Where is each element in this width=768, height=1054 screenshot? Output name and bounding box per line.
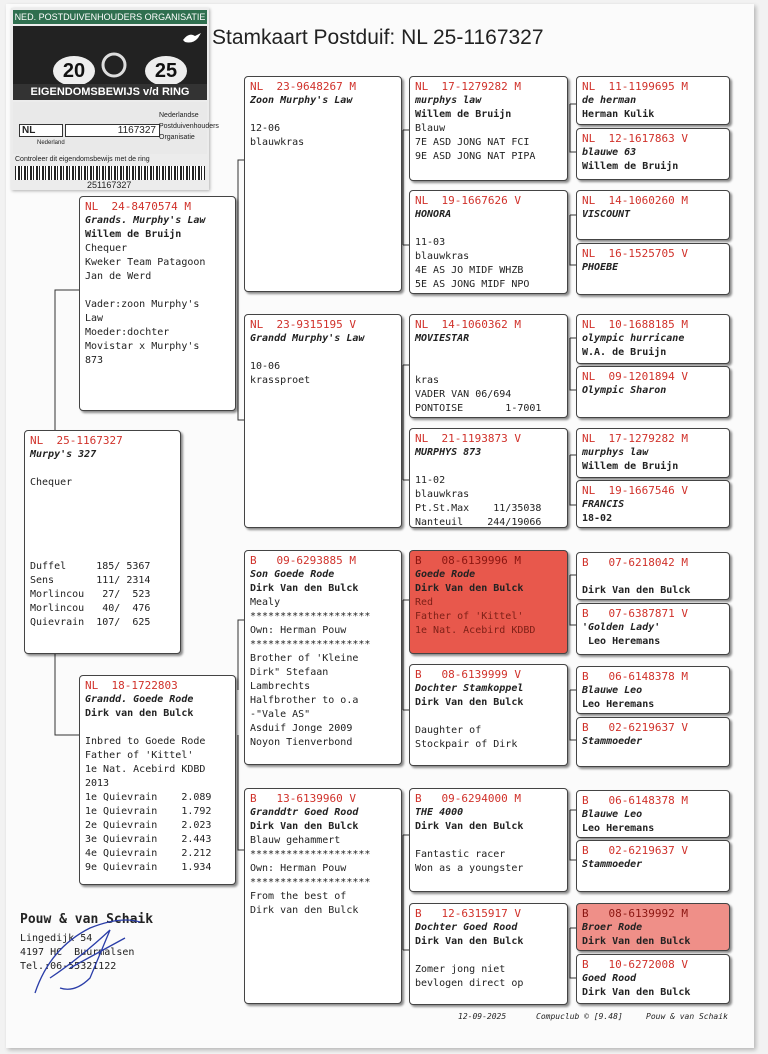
detail-line: Law — [85, 313, 104, 324]
pigeon-owner — [582, 872, 725, 886]
owner-name: Pouw & van Schaik — [20, 912, 154, 927]
detail-line: PONTOISE 1-7001 — [415, 403, 542, 414]
pedigree-ancestor — [576, 366, 730, 418]
ring-number: NL 25-1167327 — [30, 434, 123, 447]
detail-line: 1e Nat. Acebird KDBD — [85, 764, 206, 775]
detail-line: Daughter of — [415, 725, 482, 736]
pigeon-name: HONORA — [415, 209, 452, 220]
pigeon-name: Stammoeder — [582, 859, 643, 870]
detail-line: 873 — [85, 355, 104, 366]
sticker-organisation: NED. POSTDUIVENHOUDERS ORGANISATIE — [14, 12, 206, 22]
detail-line: Blauw — [415, 123, 446, 134]
pigeon-name: murphys law — [582, 447, 649, 458]
ring-number: NL 23-9648267 M — [250, 80, 356, 93]
footer-owner: Pouw & van Schaik — [646, 1012, 728, 1021]
detail-line: Blauw gehammert — [250, 835, 341, 846]
pigeon-owner — [415, 460, 563, 474]
pedigree-mother — [79, 675, 236, 885]
pedigree-ancestor — [576, 76, 730, 125]
pigeon-owner: Dirk Van den Bulck — [250, 583, 359, 594]
sticker-ring-number: 1167327 — [65, 124, 160, 137]
pedigree-grandparent — [244, 550, 402, 765]
pigeon-owner: Dirk Van den Bulck — [582, 936, 691, 947]
pigeon-details — [85, 242, 231, 368]
pigeon-name: Olympic Sharon — [582, 385, 667, 396]
pedigree-ancestor — [576, 428, 730, 478]
detail-line: Dirk" Stefaan — [250, 667, 329, 678]
detail-line: VADER VAN 06/694 — [415, 389, 512, 400]
ring-number: B 06-6148378 M — [582, 794, 688, 807]
owner-phone: Tel.:06-55321122 — [20, 961, 117, 972]
ring-number: B 07-6387871 V — [582, 607, 688, 620]
pedigree-great-grandparent — [409, 550, 568, 654]
detail-line: krassproet — [250, 375, 311, 386]
pedigree-grandparent — [244, 76, 402, 292]
ring-number: NL 24-8470574 M — [85, 200, 191, 213]
sticker-side-line: Organisatie — [159, 134, 195, 141]
signature — [30, 908, 150, 1000]
detail-line: Won as a youngster — [415, 863, 524, 874]
detail-line: Dirk van den Bulck — [250, 905, 359, 916]
detail-line: 9E ASD JONG NAT PIPA — [415, 151, 536, 162]
detail-line: Asduif Jonge 2009 — [250, 723, 353, 734]
pedigree-ancestor — [576, 128, 730, 180]
detail-line — [30, 532, 176, 546]
pedigree-ancestor — [576, 840, 730, 892]
detail-line: Chequer — [85, 243, 128, 254]
sticker-side-line: Nederlandse — [159, 112, 199, 119]
pedigree-ancestor — [576, 314, 730, 364]
pigeon-owner: Dirk Van den Bulck — [415, 697, 524, 708]
pedigree-ancestor — [576, 552, 730, 600]
pigeon-owner: Dirk Van den Bulck — [582, 585, 691, 596]
pigeon-owner: Leo Heremans — [582, 823, 655, 834]
detail-line: Brother of 'Kleine — [250, 653, 359, 664]
detail-line: ******************** — [250, 877, 371, 888]
sticker-control-note: Controleer dit eigendomsbewijs met de ring — [15, 156, 150, 163]
ring-number: NL 17-1279282 M — [415, 80, 521, 93]
detail-line: Duffel 185/ 5367 — [30, 561, 151, 572]
pigeon-owner — [582, 749, 725, 763]
pedigree-ancestor — [576, 603, 730, 655]
detail-line — [85, 284, 231, 298]
detail-line: Quievrain 107/ 625 — [30, 617, 151, 628]
pigeon-name: Grandd Murphy's Law — [250, 333, 365, 344]
pigeon-owner — [250, 108, 397, 122]
pedigree-father — [79, 196, 236, 411]
detail-line: Moeder:dochter — [85, 327, 170, 338]
ring-number: NL 14-1060362 M — [415, 318, 521, 331]
pigeon-owner: Willem de Bruijn — [582, 161, 679, 172]
page-title: Stamkaart Postduif: NL 25-1167327 — [212, 26, 544, 49]
detail-line — [415, 949, 563, 963]
pigeon-name: Granddtr Goed Rood — [250, 807, 359, 818]
ring-number: B 08-6139992 M — [582, 907, 688, 920]
sticker-band-title: EIGENDOMSBEWIJS v/d RING — [13, 84, 207, 100]
ring-number: NL 09-1201894 V — [582, 370, 688, 383]
detail-line: From the best of — [250, 891, 347, 902]
detail-line: Mealy — [250, 597, 281, 608]
pigeon-owner — [582, 222, 725, 236]
owner-address-city: 4197 HC Buurmalsen — [20, 947, 135, 958]
pigeon-name: THE 4000 — [415, 807, 464, 818]
detail-line — [30, 546, 176, 560]
pigeon-details — [30, 462, 176, 630]
detail-line: 12-06 — [250, 123, 281, 134]
detail-line: Lambrechts — [250, 681, 311, 692]
pigeon-name: Stammoeder — [582, 736, 643, 747]
detail-line: Fantastic racer — [415, 849, 506, 860]
detail-line: 7E ASD JONG NAT FCI — [415, 137, 530, 148]
detail-line: ******************** — [250, 849, 371, 860]
pigeon-details — [85, 721, 231, 875]
ring-number: B 09-6294000 M — [415, 792, 521, 805]
ring-number: B 08-6139996 M — [415, 554, 521, 567]
detail-line: Jan de Werd — [85, 271, 152, 282]
detail-line: Pt.St.Max 11/35038 — [415, 503, 542, 514]
detail-line: 1e Quievrain 2.089 — [85, 792, 212, 803]
pigeon-name: Zoon Murphy's Law — [250, 95, 353, 106]
detail-line: 11-02 — [415, 475, 446, 486]
ring-number: NL 10-1688185 M — [582, 318, 688, 331]
ring-number: B 06-6148378 M — [582, 670, 688, 683]
pedigree-great-grandparent — [409, 664, 568, 766]
detail-line: Kweker Team Patagoon — [85, 257, 206, 268]
detail-line: 1e Quievrain 1.792 — [85, 806, 212, 817]
ring-number: B 13-6139960 V — [250, 792, 356, 805]
pigeon-owner: Willem de Bruijn — [85, 229, 182, 240]
pedigree-grandparent — [244, 314, 402, 528]
detail-line: ******************** — [250, 611, 371, 622]
detail-line: kras — [415, 375, 440, 386]
pedigree-great-grandparent — [409, 314, 568, 418]
detail-line: Noyon Tienverbond — [250, 737, 353, 748]
pigeon-name — [582, 570, 725, 584]
detail-line: Movistar x Murphy's — [85, 341, 200, 352]
ring-number: NL 14-1060260 M — [582, 194, 688, 207]
detail-line — [30, 518, 176, 532]
pigeon-name: Goed Rood — [582, 973, 637, 984]
detail-line — [30, 462, 176, 476]
owner-address-street: Lingedijk 54 — [20, 933, 93, 944]
pedigree-great-grandparent — [409, 903, 568, 1005]
pigeon-owner: Dirk Van den Bulck — [582, 987, 691, 998]
sticker-year-left: 20 — [53, 56, 95, 86]
sticker-country: NL — [19, 124, 63, 137]
detail-line — [30, 490, 176, 504]
detail-line: 4e Quievrain 2.212 — [85, 848, 212, 859]
detail-line: Nanteuil 244/19066 — [415, 517, 542, 528]
pigeon-name: MURPHYS 873 — [415, 447, 482, 458]
ring-number: NL 16-1525705 V — [582, 247, 688, 260]
detail-line: Red — [415, 597, 434, 608]
ring-number: B 12-6315917 V — [415, 907, 521, 920]
pigeon-name: FRANCIS — [582, 499, 625, 510]
detail-line: 2e Quievrain 2.023 — [85, 820, 212, 831]
detail-line: Zomer jong niet — [415, 964, 506, 975]
ring-number: NL 21-1193873 V — [415, 432, 521, 445]
pigeon-owner: Dirk Van den Bulck — [250, 821, 359, 832]
ring-number: NL 12-1617863 V — [582, 132, 688, 145]
detail-line: Morlincou 27/ 523 — [30, 589, 151, 600]
pigeon-name: Goede Rode — [415, 569, 476, 580]
detail-line: Father of 'Kittel' — [85, 750, 194, 761]
ring-number: B 08-6139999 V — [415, 668, 521, 681]
detail-line — [30, 504, 176, 518]
pigeon-owner: Willem de Bruijn — [415, 109, 512, 120]
pigeon-owner: 18-02 — [582, 513, 613, 524]
sticker-country-sub: Nederland — [37, 140, 65, 146]
pedigree-great-grandparent — [409, 76, 568, 181]
pedigree-great-grandparent — [409, 788, 568, 892]
ring-number: NL 19-1667546 V — [582, 484, 688, 497]
detail-line: Father of 'Kittel' — [415, 611, 524, 622]
pigeon-name: Dochter Goed Rood — [415, 922, 518, 933]
barcode-number: 251167327 — [87, 180, 132, 190]
pigeon-owner: Herman Kulik — [582, 109, 655, 120]
ring-number: NL 18-1722803 — [85, 679, 178, 692]
pigeon-owner — [582, 275, 725, 289]
detail-line: Stockpair of Dirk — [415, 739, 518, 750]
pigeon-name: Blauwe Leo — [582, 685, 643, 696]
detail-line: Chequer — [30, 477, 73, 488]
ring-number: B 10-6272008 V — [582, 958, 688, 971]
ring-number: B 02-6219637 V — [582, 844, 688, 857]
detail-line: 4E AS JO MIDF WHZB — [415, 265, 524, 276]
pigeon-name: VISCOUNT — [582, 209, 631, 220]
pigeon-name: Dochter Stamkoppel — [415, 683, 524, 694]
detail-line: 5E AS JONG MIDF NPO — [415, 279, 530, 290]
pigeon-owner: Willem de Bruijn — [582, 461, 679, 472]
pedigree-ancestor — [576, 480, 730, 528]
detail-line: 3e Quievrain 2.443 — [85, 834, 212, 845]
sticker-side-line: Postduivenhouders — [159, 123, 219, 130]
pigeon-name: Son Goede Rode — [250, 569, 335, 580]
pigeon-name: PHOEBE — [582, 262, 619, 273]
ring-number: NL 11-1199695 M — [582, 80, 688, 93]
ring-number: NL 19-1667626 V — [415, 194, 521, 207]
pigeon-owner: Dirk van den Bulck — [85, 708, 194, 719]
detail-line — [415, 360, 563, 374]
ring-number: B 02-6219637 V — [582, 721, 688, 734]
pigeon-name: Grandd. Goede Rode — [85, 694, 194, 705]
pigeon-owner — [415, 346, 563, 360]
pedigree-ancestor — [576, 717, 730, 767]
detail-line: 11-03 — [415, 237, 446, 248]
pigeon-name: MOVIESTAR — [415, 333, 470, 344]
detail-line — [85, 721, 231, 735]
detail-line: blauwkras — [415, 489, 470, 500]
pedigree-great-grandparent — [409, 428, 568, 528]
detail-line: Halfbrother to o.a — [250, 695, 359, 706]
detail-line: Inbred to Goede Rode — [85, 736, 206, 747]
pigeon-name: olympic hurricane — [582, 333, 685, 344]
pigeon-name: de herman — [582, 95, 637, 106]
detail-line: 2013 — [85, 778, 110, 789]
pedigree-ancestor — [576, 243, 730, 295]
software-credit: Compuclub © [9.48] — [536, 1012, 623, 1021]
pigeon-owner: Leo Heremans — [582, 636, 661, 647]
pigeon-owner: Dirk Van den Bulck — [415, 936, 524, 947]
pigeon-owner: Dirk Van den Bulck — [415, 821, 524, 832]
sticker-year-right: 25 — [145, 56, 187, 86]
pigeon-name: Broer Rode — [582, 922, 643, 933]
detail-line: Sens 111/ 2314 — [30, 575, 151, 586]
detail-line — [415, 710, 563, 724]
print-date: 12-09-2025 — [458, 1012, 507, 1021]
detail-line: 1e Nat. Acebird KDBD — [415, 625, 536, 636]
pedigree-grandparent — [244, 788, 402, 1004]
pigeon-owner — [250, 346, 397, 360]
detail-line: Vader:zoon Murphy's — [85, 299, 200, 310]
pigeon-name: Murpy's 327 — [30, 449, 97, 460]
pigeon-owner — [415, 222, 563, 236]
detail-line: ******************** — [250, 639, 371, 650]
ring-number: B 07-6218042 M — [582, 556, 688, 569]
pigeon-owner: Dirk Van den Bulck — [415, 583, 524, 594]
pedigree-ancestor — [576, 190, 730, 240]
pigeon-name: Blauwe Leo — [582, 809, 643, 820]
pedigree-ancestor — [576, 903, 730, 951]
detail-line: bevlogen direct op — [415, 978, 524, 989]
detail-line: Own: Herman Pouw — [250, 625, 347, 636]
pedigree-ancestor — [576, 954, 730, 1004]
detail-line: blauwkras — [250, 137, 305, 148]
pedigree-great-grandparent — [409, 190, 568, 294]
pigeon-owner: W.A. de Bruijn — [582, 347, 667, 358]
pigeon-name: 'Golden Lady' — [582, 622, 661, 633]
ring-number: NL 17-1279282 M — [582, 432, 688, 445]
ring-number: NL 23-9315195 V — [250, 318, 356, 331]
detail-line: Morlincou 40/ 476 — [30, 603, 151, 614]
detail-line: 10-06 — [250, 361, 281, 372]
detail-line: Own: Herman Pouw — [250, 863, 347, 874]
detail-line: 9e Quievrain 1.934 — [85, 862, 212, 873]
pedigree-subject — [24, 430, 181, 654]
detail-line: -"Vale AS" — [250, 709, 311, 720]
pedigree-ancestor — [576, 666, 730, 714]
pigeon-owner: Leo Heremans — [582, 699, 655, 710]
pigeon-name: murphys law — [415, 95, 482, 106]
pigeon-name: Grands. Murphy's Law — [85, 215, 206, 226]
detail-line: blauwkras — [415, 251, 470, 262]
detail-line — [415, 834, 563, 848]
pigeon-name: blauwe 63 — [582, 147, 637, 158]
pedigree-ancestor — [576, 790, 730, 838]
ring-number: B 09-6293885 M — [250, 554, 356, 567]
pigeon-owner — [582, 398, 725, 412]
